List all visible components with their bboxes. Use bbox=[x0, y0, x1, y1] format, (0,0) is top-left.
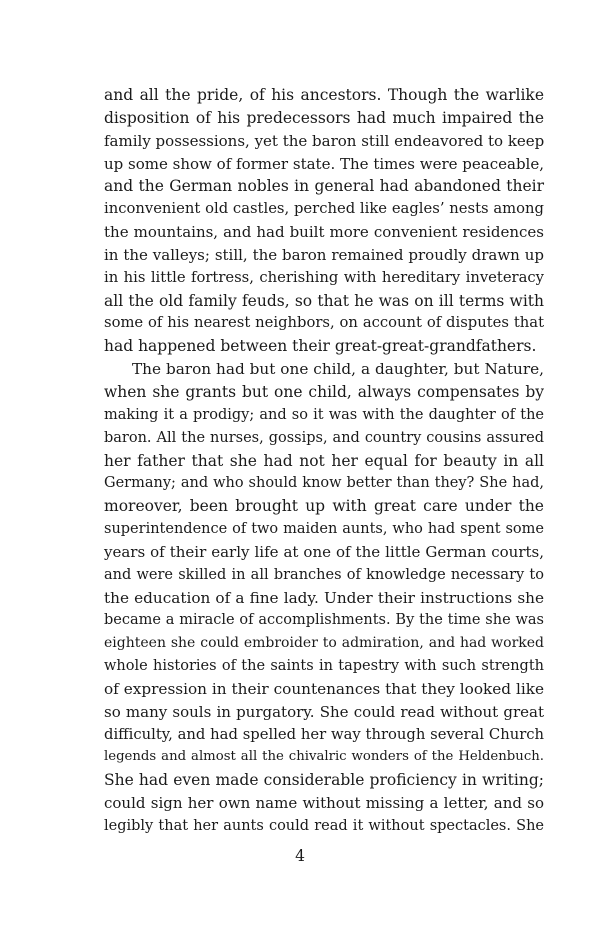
text-line: so many souls in purgatory. She could read without great bbox=[104, 702, 544, 721]
text-line: whole histories of the saints in tapestry with such strength bbox=[104, 658, 544, 675]
text-line: and were skilled in all branches of knowledge necessary to bbox=[104, 566, 544, 583]
text-line: could sign her own name without missing a letter, and so bbox=[104, 794, 544, 813]
text-line: when she grants but one child, always compensates by bbox=[104, 382, 544, 401]
paragraph-first-line: The baron had but one child, a daughter, but Nature, bbox=[132, 360, 544, 379]
text-line: disposition of his predecessors had much impaired the bbox=[104, 108, 544, 127]
text-line: eighteen she could embroider to admiration, and had worked bbox=[104, 635, 544, 652]
page-number: 4 bbox=[295, 847, 305, 865]
text-line: superintendence of two maiden aunts, who had spent some bbox=[104, 521, 544, 538]
text-line: legibly that her aunts could read it without spectacles. She bbox=[104, 818, 544, 834]
text-line: and the German nobles in general had abandoned their bbox=[104, 177, 544, 196]
text-line: of expression in their countenances that they looked like bbox=[104, 679, 544, 698]
text-line: baron. All the nurses, gossips, and country cousins assured bbox=[104, 429, 544, 446]
text-line: the education of a fine lady. Under their instructions she bbox=[104, 588, 544, 607]
text-line: years of their early life at one of the little German courts, bbox=[104, 542, 544, 561]
text-line: Germany; and who should know better than they? She had, bbox=[104, 475, 544, 492]
text-line: and all the pride, of his ancestors. Though the warlike bbox=[104, 86, 544, 104]
text-line: difficulty, and had spelled her way through several Church bbox=[104, 725, 544, 743]
text-line: up some show of former state. The times were peaceable, bbox=[104, 154, 544, 173]
text-line: in his little fortress, cherishing with hereditary inveteracy bbox=[104, 268, 544, 286]
text-line: became a miracle of accomplishments. By the time she was bbox=[104, 612, 544, 629]
text-line: inconvenient old castles, perched like eagles’ nests among bbox=[104, 200, 544, 218]
text-line: moreover, been brought up with great care under the bbox=[104, 497, 544, 516]
text-line: all the old family feuds, so that he was on ill terms with bbox=[104, 291, 544, 310]
text-line: the mountains, and had built more convenient residences bbox=[104, 223, 544, 242]
text-line: family possessions, yet the baron still endeavored to keep bbox=[104, 131, 545, 150]
text-line: in the valleys; still, the baron remained proudly drawn up bbox=[104, 245, 544, 264]
text-line: her father that she had not her equal for beauty in all bbox=[104, 451, 544, 470]
text-line: had happened between their great-great-grandfathers. bbox=[104, 337, 537, 356]
body-text bbox=[104, 84, 544, 838]
text-line: some of his nearest neighbors, on account of disputes that bbox=[104, 314, 544, 332]
text-line: legends and almost all the chivalric wonders of the Heldenbuch. bbox=[104, 749, 544, 765]
text-line: She had even made considerable proficiency in writing; bbox=[104, 771, 544, 790]
text-line: making it a prodigy; and so it was with the daughter of the bbox=[104, 406, 544, 423]
